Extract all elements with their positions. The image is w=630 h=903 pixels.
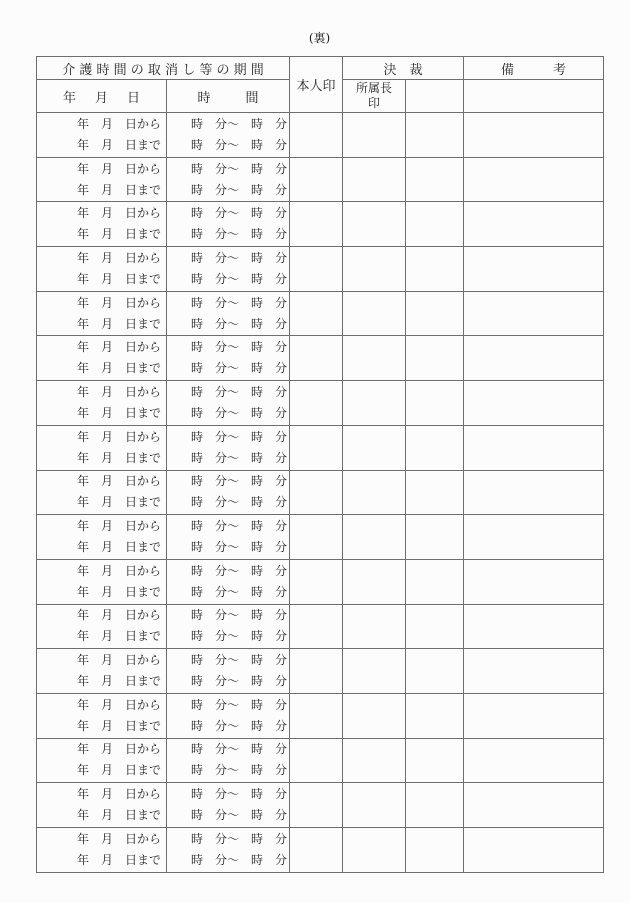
approval-extra-blank-cell — [406, 649, 464, 694]
date-range-cell — [37, 247, 167, 292]
time-range-cell — [167, 202, 290, 247]
date-from-label: 年 月 日から — [76, 608, 161, 623]
time-range-cell — [167, 738, 290, 783]
date-to-label: 年 月 日まで — [76, 137, 161, 152]
table-row — [37, 559, 604, 604]
approval-extra-blank-cell — [406, 470, 464, 515]
chief-seal-blank-cell — [343, 381, 406, 426]
header-chief-seal — [343, 80, 406, 113]
table-row — [37, 291, 604, 336]
date-to-label: 年 月 日まで — [76, 808, 161, 823]
time-from-label: 時 分〜 時 分 — [190, 340, 287, 355]
table-row — [37, 693, 604, 738]
self-seal-blank-cell — [290, 693, 343, 738]
date-range-cell — [37, 381, 167, 426]
date-from-label: 年 月 日から — [76, 742, 161, 757]
date-from-label: 年 月 日から — [76, 831, 161, 846]
date-from-label: 年 月 日から — [76, 295, 161, 310]
approval-extra-blank-cell — [406, 738, 464, 783]
chief-seal-blank-cell — [343, 604, 406, 649]
self-seal-blank-cell — [290, 425, 343, 470]
time-to-label: 時 分〜 時 分 — [190, 182, 287, 197]
date-from-label: 年 月 日から — [76, 653, 161, 668]
header-chief-seal-line2: 印 — [367, 96, 380, 110]
time-range-cell — [167, 559, 290, 604]
self-seal-blank-cell — [290, 247, 343, 292]
date-range-cell — [37, 738, 167, 783]
time-range-cell — [167, 649, 290, 694]
time-to-label: 時 分〜 時 分 — [190, 584, 287, 599]
chief-seal-blank-cell — [343, 693, 406, 738]
care-time-cancellation-table — [36, 56, 604, 873]
table-row — [37, 604, 604, 649]
time-to-label: 時 分〜 時 分 — [190, 405, 287, 420]
time-range-cell — [167, 381, 290, 426]
approval-extra-blank-cell — [406, 828, 464, 873]
chief-seal-blank-cell — [343, 336, 406, 381]
chief-seal-blank-cell — [343, 470, 406, 515]
time-range-cell — [167, 693, 290, 738]
header-row-1 — [37, 57, 604, 80]
approval-extra-blank-cell — [406, 783, 464, 828]
time-from-label: 時 分〜 時 分 — [190, 697, 287, 712]
header-remarks-blank-cell — [464, 80, 604, 113]
date-range-cell — [37, 693, 167, 738]
date-to-label: 年 月 日まで — [76, 629, 161, 644]
table-row — [37, 157, 604, 202]
date-to-label: 年 月 日まで — [76, 405, 161, 420]
time-from-label: 時 分〜 時 分 — [190, 608, 287, 623]
remarks-blank-cell — [464, 291, 604, 336]
remarks-blank-cell — [464, 649, 604, 694]
approval-extra-blank-cell — [406, 604, 464, 649]
time-to-label: 時 分〜 時 分 — [190, 852, 287, 867]
time-from-label: 時 分〜 時 分 — [190, 787, 287, 802]
time-range-cell — [167, 604, 290, 649]
table-header — [37, 57, 604, 113]
self-seal-blank-cell — [290, 738, 343, 783]
time-to-label: 時 分〜 時 分 — [190, 763, 287, 778]
self-seal-blank-cell — [290, 157, 343, 202]
self-seal-blank-cell — [290, 470, 343, 515]
date-to-label: 年 月 日まで — [76, 718, 161, 733]
table-row — [37, 202, 604, 247]
table-row — [37, 783, 604, 828]
date-range-cell — [37, 202, 167, 247]
time-from-label: 時 分〜 時 分 — [190, 831, 287, 846]
chief-seal-blank-cell — [343, 515, 406, 560]
date-range-cell — [37, 157, 167, 202]
date-range-cell — [37, 470, 167, 515]
table-row — [37, 649, 604, 694]
remarks-blank-cell — [464, 247, 604, 292]
remarks-blank-cell — [464, 604, 604, 649]
chief-seal-blank-cell — [343, 783, 406, 828]
self-seal-blank-cell — [290, 202, 343, 247]
date-from-label: 年 月 日から — [76, 161, 161, 176]
date-from-label: 年 月 日から — [76, 429, 161, 444]
time-to-label: 時 分〜 時 分 — [190, 540, 287, 555]
table-row — [37, 425, 604, 470]
chief-seal-blank-cell — [343, 247, 406, 292]
date-range-cell — [37, 604, 167, 649]
self-seal-blank-cell — [290, 559, 343, 604]
remarks-blank-cell — [464, 425, 604, 470]
date-to-label: 年 月 日まで — [76, 674, 161, 689]
header-approval-blank-cell — [406, 80, 464, 113]
time-range-cell — [167, 157, 290, 202]
table-row — [37, 738, 604, 783]
time-from-label: 時 分〜 時 分 — [190, 116, 287, 131]
remarks-blank-cell — [464, 559, 604, 604]
remarks-blank-cell — [464, 202, 604, 247]
approval-extra-blank-cell — [406, 113, 464, 158]
time-to-label: 時 分〜 時 分 — [190, 718, 287, 733]
time-to-label: 時 分〜 時 分 — [190, 450, 287, 465]
date-to-label: 年 月 日まで — [76, 227, 161, 242]
date-from-label: 年 月 日から — [76, 563, 161, 578]
self-seal-blank-cell — [290, 336, 343, 381]
approval-extra-blank-cell — [406, 381, 464, 426]
self-seal-blank-cell — [290, 604, 343, 649]
time-to-label: 時 分〜 時 分 — [190, 316, 287, 331]
self-seal-blank-cell — [290, 515, 343, 560]
self-seal-blank-cell — [290, 291, 343, 336]
time-from-label: 時 分〜 時 分 — [190, 653, 287, 668]
self-seal-blank-cell — [290, 113, 343, 158]
date-range-cell — [37, 828, 167, 873]
time-to-label: 時 分〜 時 分 — [190, 495, 287, 510]
remarks-blank-cell — [464, 336, 604, 381]
chief-seal-blank-cell — [343, 425, 406, 470]
time-from-label: 時 分〜 時 分 — [190, 295, 287, 310]
time-from-label: 時 分〜 時 分 — [190, 161, 287, 176]
remarks-blank-cell — [464, 738, 604, 783]
time-range-cell — [167, 425, 290, 470]
date-from-label: 年 月 日から — [76, 384, 161, 399]
table-row — [37, 470, 604, 515]
time-to-label: 時 分〜 時 分 — [190, 271, 287, 286]
header-remarks: 備 考 — [464, 57, 604, 80]
header-time-column: 時 間 — [167, 80, 290, 113]
date-to-label: 年 月 日まで — [76, 495, 161, 510]
approval-extra-blank-cell — [406, 693, 464, 738]
time-range-cell — [167, 828, 290, 873]
approval-extra-blank-cell — [406, 336, 464, 381]
table-row — [37, 381, 604, 426]
date-from-label: 年 月 日から — [76, 474, 161, 489]
remarks-blank-cell — [464, 157, 604, 202]
time-to-label: 時 分〜 時 分 — [190, 808, 287, 823]
time-range-cell — [167, 247, 290, 292]
self-seal-blank-cell — [290, 783, 343, 828]
self-seal-blank-cell — [290, 649, 343, 694]
time-from-label: 時 分〜 時 分 — [190, 384, 287, 399]
remarks-blank-cell — [464, 381, 604, 426]
time-to-label: 時 分〜 時 分 — [190, 674, 287, 689]
page-side-label: (裏) — [308, 31, 331, 45]
date-from-label: 年 月 日から — [76, 340, 161, 355]
time-range-cell — [167, 113, 290, 158]
time-range-cell — [167, 515, 290, 560]
table-row — [37, 336, 604, 381]
date-to-label: 年 月 日まで — [76, 852, 161, 867]
date-range-cell — [37, 291, 167, 336]
remarks-blank-cell — [464, 515, 604, 560]
date-from-label: 年 月 日から — [76, 519, 161, 534]
date-to-label: 年 月 日まで — [76, 361, 161, 376]
date-range-cell — [37, 425, 167, 470]
chief-seal-blank-cell — [343, 113, 406, 158]
remarks-blank-cell — [464, 113, 604, 158]
date-range-cell — [37, 649, 167, 694]
time-from-label: 時 分〜 時 分 — [190, 206, 287, 221]
table-row — [37, 113, 604, 158]
time-from-label: 時 分〜 時 分 — [190, 742, 287, 757]
header-approval: 決 裁 — [343, 57, 464, 80]
approval-extra-blank-cell — [406, 202, 464, 247]
header-chief-seal-line1: 所属長 — [355, 81, 392, 95]
approval-extra-blank-cell — [406, 157, 464, 202]
remarks-blank-cell — [464, 828, 604, 873]
time-from-label: 時 分〜 時 分 — [190, 519, 287, 534]
remarks-blank-cell — [464, 470, 604, 515]
time-from-label: 時 分〜 時 分 — [190, 474, 287, 489]
self-seal-blank-cell — [290, 381, 343, 426]
chief-seal-blank-cell — [343, 157, 406, 202]
table-row — [37, 247, 604, 292]
chief-seal-blank-cell — [343, 738, 406, 783]
self-seal-blank-cell — [290, 828, 343, 873]
approval-extra-blank-cell — [406, 515, 464, 560]
date-range-cell — [37, 113, 167, 158]
approval-extra-blank-cell — [406, 425, 464, 470]
date-from-label: 年 月 日から — [76, 250, 161, 265]
time-range-cell — [167, 291, 290, 336]
time-from-label: 時 分〜 時 分 — [190, 250, 287, 265]
time-range-cell — [167, 470, 290, 515]
time-to-label: 時 分〜 時 分 — [190, 629, 287, 644]
time-to-label: 時 分〜 時 分 — [190, 137, 287, 152]
chief-seal-blank-cell — [343, 649, 406, 694]
remarks-blank-cell — [464, 783, 604, 828]
date-to-label: 年 月 日まで — [76, 450, 161, 465]
date-to-label: 年 月 日まで — [76, 271, 161, 286]
date-range-cell — [37, 783, 167, 828]
chief-seal-blank-cell — [343, 828, 406, 873]
table-row — [37, 828, 604, 873]
time-from-label: 時 分〜 時 分 — [190, 563, 287, 578]
time-range-cell — [167, 783, 290, 828]
date-from-label: 年 月 日から — [76, 787, 161, 802]
date-range-cell — [37, 336, 167, 381]
date-from-label: 年 月 日から — [76, 206, 161, 221]
approval-extra-blank-cell — [406, 247, 464, 292]
date-to-label: 年 月 日まで — [76, 584, 161, 599]
date-range-cell — [37, 559, 167, 604]
time-range-cell — [167, 336, 290, 381]
approval-extra-blank-cell — [406, 559, 464, 604]
date-to-label: 年 月 日まで — [76, 316, 161, 331]
header-period-title: 介 護 時 間 の 取 消 し 等 の 期 間 — [37, 57, 290, 80]
date-to-label: 年 月 日まで — [76, 763, 161, 778]
chief-seal-blank-cell — [343, 559, 406, 604]
date-from-label: 年 月 日から — [76, 116, 161, 131]
header-date-column: 年 月 日 — [37, 80, 167, 113]
table-row — [37, 515, 604, 560]
time-to-label: 時 分〜 時 分 — [190, 361, 287, 376]
date-range-cell — [37, 515, 167, 560]
date-to-label: 年 月 日まで — [76, 540, 161, 555]
chief-seal-blank-cell — [343, 291, 406, 336]
approval-extra-blank-cell — [406, 291, 464, 336]
date-from-label: 年 月 日から — [76, 697, 161, 712]
table-body — [37, 113, 604, 873]
date-to-label: 年 月 日まで — [76, 182, 161, 197]
header-self-seal: 本人印 — [290, 57, 343, 113]
time-from-label: 時 分〜 時 分 — [190, 429, 287, 444]
chief-seal-blank-cell — [343, 202, 406, 247]
time-to-label: 時 分〜 時 分 — [190, 227, 287, 242]
remarks-blank-cell — [464, 693, 604, 738]
